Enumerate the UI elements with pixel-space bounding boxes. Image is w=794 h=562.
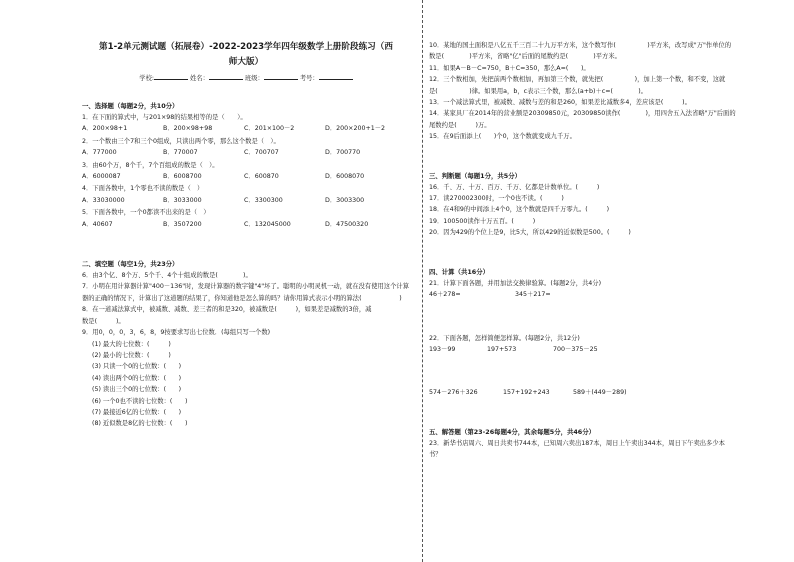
question-19: 19．100500读作十万五百。( ) bbox=[429, 217, 536, 225]
section-choice: 一、选择题（每题2分，共10分） bbox=[82, 102, 179, 110]
question-4: 4．下面各数中，1个零也不读的数是（ ） bbox=[82, 185, 204, 193]
exam-title bbox=[82, 40, 410, 70]
question-14-line-2: 尾数约是( )万。 bbox=[429, 121, 491, 129]
option[interactable]: D．47500320 bbox=[325, 220, 369, 228]
right-column bbox=[422, 0, 794, 562]
option[interactable]: B．3507200 bbox=[163, 220, 202, 228]
question-21: 21．计算下面各题，并用加法交换律验算。(每题2分，共4分) bbox=[429, 279, 602, 287]
option[interactable]: C．3300300 bbox=[244, 196, 283, 204]
question-2: 2．一个数由三个7和三个0组成，只读出两个零，那么这个数是（ ）。 bbox=[82, 137, 280, 145]
name-label: 姓名： bbox=[190, 75, 209, 82]
section-word-problems: 五、解答题（第23-26每题4分，其余每题5分，共46分） bbox=[429, 427, 596, 436]
question-8-line-2: 数是( )。 bbox=[82, 317, 125, 325]
title-line-1: 第1-2单元测试题（拓展卷）-2022-2023学年四年级数学上册阶段练习（西 bbox=[99, 42, 393, 52]
question-9-item: (1) 最大的七位数：( ) bbox=[92, 340, 171, 348]
question-9-item: (8) 近似数是8亿的七位数：( ) bbox=[92, 420, 188, 428]
question-14-line-1: 14．某家具厂在2014年的营业额是20309850元，20309850读作( )，用四舍五入法省略"万"后面的 bbox=[429, 110, 736, 118]
question-12-line-1: 12．三个数相加，先把前两个数相加，再加第三个数，就先把( )，加上第一个数，和不变，这就 bbox=[429, 76, 726, 84]
option[interactable]: A．777000 bbox=[82, 149, 117, 157]
question-23-line-1: 23．新华书店周六、周日共卖书744本，已知周六卖出187本，周日上午卖出344本，周日下午卖出多少本 bbox=[429, 439, 725, 447]
option[interactable]: A．33030000 bbox=[82, 196, 125, 204]
expression: 157+192+243 bbox=[503, 389, 550, 397]
exam-no-label: 考号： bbox=[299, 75, 319, 82]
question-7-line-1: 7．小明在用计算器计算"400－136"时，发现计算器的数字键"4"坏了。聪明的小明灵机一动，就在没有使用这个计算 bbox=[82, 283, 409, 291]
question-3-options bbox=[82, 171, 410, 182]
question-9: 9．用0，0，0，3，6，8，9按要求写出七位数．(每组只写一个数) bbox=[82, 329, 271, 337]
question-3: 3．由60个万，8个千，7个百组成的数是（ ）。 bbox=[82, 161, 219, 169]
question-20: 20．因为429的个位上是9，比5大，所以429的近似数是500。( ) bbox=[429, 229, 631, 237]
option[interactable]: B．3033000 bbox=[163, 196, 202, 204]
option[interactable]: C．201×100－2 bbox=[244, 125, 295, 133]
option[interactable]: C．600870 bbox=[244, 173, 279, 181]
question-1-options bbox=[82, 123, 410, 134]
question-4-options bbox=[82, 195, 410, 206]
question-10-line-2: 数是( )平方米，省略"亿"后面的尾数约是( )平方米。 bbox=[429, 53, 621, 61]
section-calculation: 四、计算（共16分） bbox=[429, 267, 490, 276]
question-22-row-2 bbox=[429, 387, 786, 398]
question-7-line-2: 器的正确的情况下，计算出了这道题的结果了，你知道他是怎么算的吗？请你用算式表示小明的算法( ) bbox=[82, 294, 402, 302]
expression: 345＋217= bbox=[515, 291, 551, 299]
option[interactable]: A．200×98+1 bbox=[82, 125, 128, 133]
exam-no-blank[interactable] bbox=[319, 72, 353, 80]
expression: 700－375－25 bbox=[553, 345, 598, 353]
question-15: 15．在9后面添上( )个0，这个数就变成九千万。 bbox=[429, 133, 576, 141]
option[interactable]: A．40607 bbox=[82, 220, 113, 228]
question-12-line-2: 是( )律。如果用a，b，c表示三个数，那么(a+b)＋c=( )。 bbox=[429, 87, 647, 95]
question-21-expressions bbox=[429, 289, 786, 300]
school-label: 学校: bbox=[139, 75, 154, 82]
school-blank[interactable] bbox=[154, 72, 188, 80]
option[interactable]: C．132045000 bbox=[244, 220, 291, 228]
option[interactable]: A．6000087 bbox=[82, 173, 121, 181]
question-8-line-1: 8．在一道减法算式中，被减数、减数、差三者的和是320，被减数是( )，如果差是减数的3倍，减 bbox=[82, 306, 372, 314]
option[interactable]: D．200×200+1－2 bbox=[325, 125, 386, 133]
question-18: 18．在4和9的中间添上4个0，这个数就是四千万零九。( ) bbox=[429, 206, 610, 214]
option[interactable]: B．200×98+98 bbox=[163, 125, 213, 133]
question-2-options bbox=[82, 147, 410, 158]
question-9-item: (7) 最接近6亿的七位数：( ) bbox=[92, 408, 182, 416]
class-label: 班级： bbox=[244, 75, 264, 82]
question-11: 11．如果A－B－C=750，B＋C=350，那么A=( )。 bbox=[429, 64, 590, 72]
question-9-item: (3) 只读一个0的七位数：( ) bbox=[92, 363, 182, 371]
question-1: 1．在下面的算式中，与201×98的结果相等的是（ ）。 bbox=[82, 114, 247, 121]
question-6: 6．由3个亿、8个万、5个千、4个十组成的数是( )。 bbox=[82, 272, 252, 280]
section-true-false: 三、判断题（每题1分，共5分） bbox=[429, 171, 521, 180]
option[interactable]: D．3003300 bbox=[325, 196, 365, 204]
question-9-item: (6) 一个0也不读的七位数：( ) bbox=[92, 397, 188, 405]
option[interactable]: B．770007 bbox=[163, 149, 198, 157]
option[interactable]: B．6008700 bbox=[163, 173, 202, 181]
question-23-line-2: 书？ bbox=[429, 451, 442, 459]
name-blank[interactable] bbox=[209, 72, 243, 80]
option[interactable]: C．700707 bbox=[244, 149, 279, 157]
expression: 46＋278= bbox=[429, 291, 461, 299]
question-9-item: (2) 最小的七位数：( ) bbox=[92, 351, 171, 359]
question-5-options bbox=[82, 219, 410, 230]
question-9-item: (4) 读出两个0的七位数：( ) bbox=[92, 374, 182, 382]
expression: 589＋(449－289) bbox=[573, 389, 627, 397]
question-13: 13．一个减法算式里，被减数、减数与差的和是260，如果差比减数多4，差应该是( )。 bbox=[429, 99, 691, 107]
question-10-line-1: 10．某地的国土面积是八亿五千三百二十九万平方米，这个数写作( )平方米，改写成"万"作单位的 bbox=[429, 42, 732, 49]
expression: 197+573 bbox=[487, 345, 517, 353]
question-9-item: (5) 读出三个0的七位数：( ) bbox=[92, 386, 182, 394]
question-16: 16．千、万、十万、百万、千万、亿都是计数单位。( ) bbox=[429, 183, 600, 191]
title-line-2: 师大版） bbox=[228, 57, 264, 67]
option[interactable]: D．6008070 bbox=[325, 173, 365, 181]
expression: 193－99 bbox=[429, 345, 456, 353]
question-22-row-1 bbox=[429, 344, 786, 355]
section-fill-blank: 二、填空题（每空1分，共23分） bbox=[82, 260, 179, 269]
class-blank[interactable] bbox=[264, 72, 298, 80]
question-5: 5．下面各数中，一个0都读不出来的是（ ） bbox=[82, 209, 210, 217]
option[interactable]: D．700770 bbox=[325, 149, 361, 157]
question-17: 17．读270002300时，一个0也不读。( ) bbox=[429, 195, 564, 203]
student-info bbox=[82, 72, 410, 85]
question-22: 22．下面各题，怎样简便怎样算。(每题2分，共12分) bbox=[429, 334, 580, 342]
expression: 574－276＋326 bbox=[429, 389, 478, 397]
